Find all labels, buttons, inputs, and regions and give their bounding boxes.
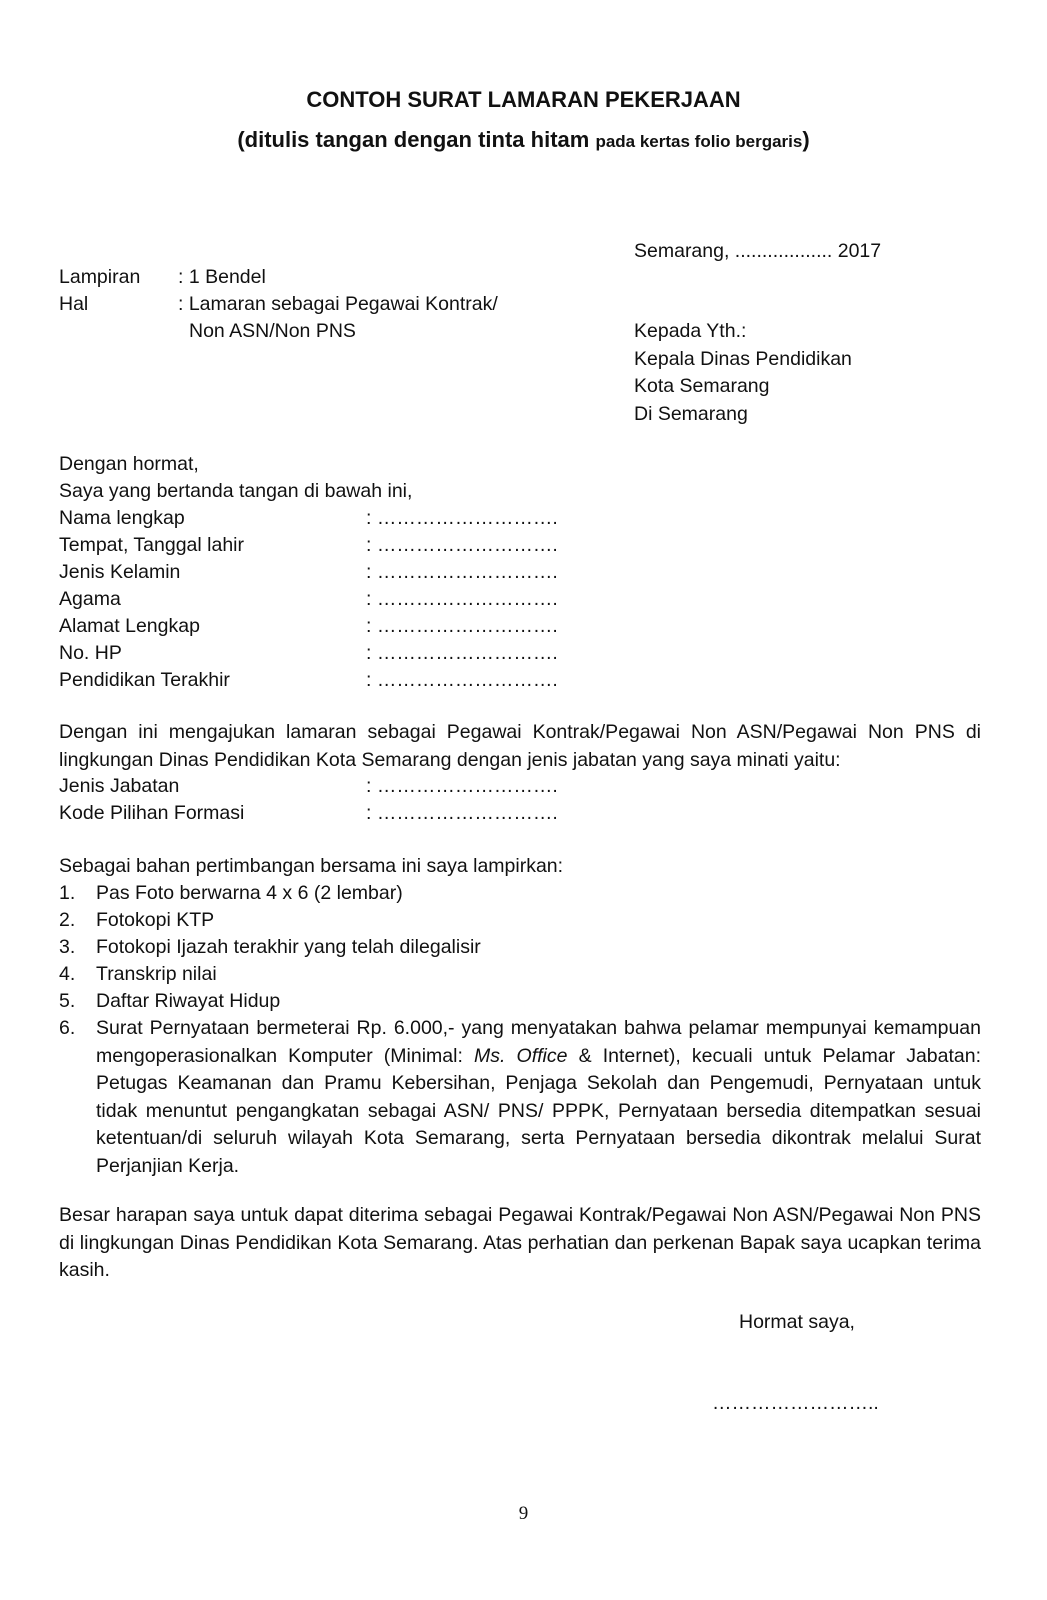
page-number: 9	[518, 1503, 529, 1524]
recipient-line3: Kota Semarang	[634, 375, 770, 397]
field-label: Agama	[59, 588, 121, 610]
position-label: Kode Pilihan Formasi	[59, 802, 245, 824]
closing-paragraph: Besar harapan saya untuk dapat diterima sebagai Pegawai Kontrak/Pegawai Non ASN/Pegawai Non PNS di lingkungan Dinas Pendidikan Kota Semarang. Atas perhatian dan perkenan Bapak saya ucapkan terima kasih.	[59, 1204, 981, 1281]
hal-value-line2: Non ASN/Non PNS	[189, 320, 356, 342]
greeting: Dengan hormat,	[59, 453, 199, 475]
recipient-line1: Kepada Yth.:	[634, 320, 747, 342]
recipient-line2: Kepala Dinas Pendidikan	[634, 347, 852, 370]
field-label: No. HP	[59, 642, 122, 664]
lampiran-label: Lampiran	[59, 266, 141, 288]
recipient-block	[634, 318, 852, 428]
list-item: Fotokopi KTP	[96, 909, 215, 931]
field-label: Nama lengkap	[59, 507, 185, 529]
field-value: : ……………………….	[366, 642, 558, 664]
field-value: : ……………………….	[366, 507, 558, 529]
place-date: Semarang, .................. 2017	[634, 240, 882, 262]
subtitle-small: pada kertas folio bergaris	[595, 132, 803, 151]
field-label: Alamat Lengkap	[59, 615, 200, 637]
application-paragraph: Dengan ini mengajukan lamaran sebagai Pegawai Kontrak/Pegawai Non ASN/Pegawai Non PNS di lingkungan Dinas Pendidikan Kota Semarang dengan jenis jabatan yang saya minati yaitu:	[59, 721, 981, 771]
field-label: Pendidikan Terakhir	[59, 669, 230, 691]
field-value: : ……………………….	[366, 615, 558, 637]
field-label: Jenis Kelamin	[59, 561, 181, 583]
list-number: 5.	[59, 990, 76, 1012]
intro-line: Saya yang bertanda tangan di bawah ini,	[59, 480, 413, 502]
list-number: 6.	[59, 1017, 76, 1039]
position-label: Jenis Jabatan	[59, 775, 180, 797]
list-number: 3.	[59, 936, 76, 958]
list-item: Daftar Riwayat Hidup	[96, 990, 281, 1012]
recipient-line4: Di Semarang	[634, 402, 748, 425]
subtitle-main: (ditulis tangan dengan tinta hitam	[237, 127, 590, 152]
item6-text-before: Surat Pernyataan bermeterai Rp. 6.000,- yang menyatakan bahwa pelamar mempunyai kemampuan mengoperasionalkan Komputer (Minimal:	[96, 1017, 981, 1067]
list-number: 4.	[59, 963, 76, 985]
field-value: : ……………………….	[366, 669, 558, 691]
list-item: Fotokopi Ijazah terakhir yang telah dilegalisir	[96, 936, 481, 958]
list-number: 1.	[59, 882, 76, 904]
field-value: : ……………………….	[366, 561, 558, 583]
document-title: CONTOH SURAT LAMARAN PEKERJAAN	[306, 87, 741, 112]
hal-value-line1: : Lamaran sebagai Pegawai Kontrak/	[178, 293, 498, 315]
item6-text-after: & Internet), kecuali untuk Pelamar Jabatan: Petugas Keamanan dan Pramu Kebersihan, Penjaga Sekolah dan Pengemudi, Pernyataan untuk tidak menuntut pengangkatan sebagai ASN/ PNS/ PPPK, Pernyataan bersedia ditempatkan sesuai ketentuan/di seluruh wilayah Kota Semarang, serta Pernyataan bersedia dikontrak melalui Surat Perjanjian Kerja.	[96, 1044, 982, 1177]
signature-closing: Hormat saya,	[739, 1311, 855, 1333]
list-number: 2.	[59, 909, 76, 931]
hal-label: Hal	[59, 293, 89, 315]
document-subtitle	[0, 125, 1047, 157]
list-item-6	[96, 1015, 981, 1180]
subtitle-end: )	[802, 127, 810, 152]
list-item: Transkrip nilai	[96, 963, 217, 985]
field-value: : ……………………….	[366, 588, 558, 610]
list-item: Pas Foto berwarna 4 x 6 (2 lembar)	[96, 882, 403, 904]
position-value: : ……………………….	[366, 802, 558, 824]
signature-name-placeholder: ……………………..	[712, 1392, 879, 1414]
item6-text-italic: Ms. Office	[474, 1044, 568, 1067]
field-value: : ……………………….	[366, 534, 558, 556]
lampiran-value: : 1 Bendel	[178, 266, 266, 288]
attachments-intro: Sebagai bahan pertimbangan bersama ini saya lampirkan:	[59, 855, 564, 877]
position-value: : ……………………….	[366, 775, 558, 797]
field-label: Tempat, Tanggal lahir	[59, 534, 245, 556]
